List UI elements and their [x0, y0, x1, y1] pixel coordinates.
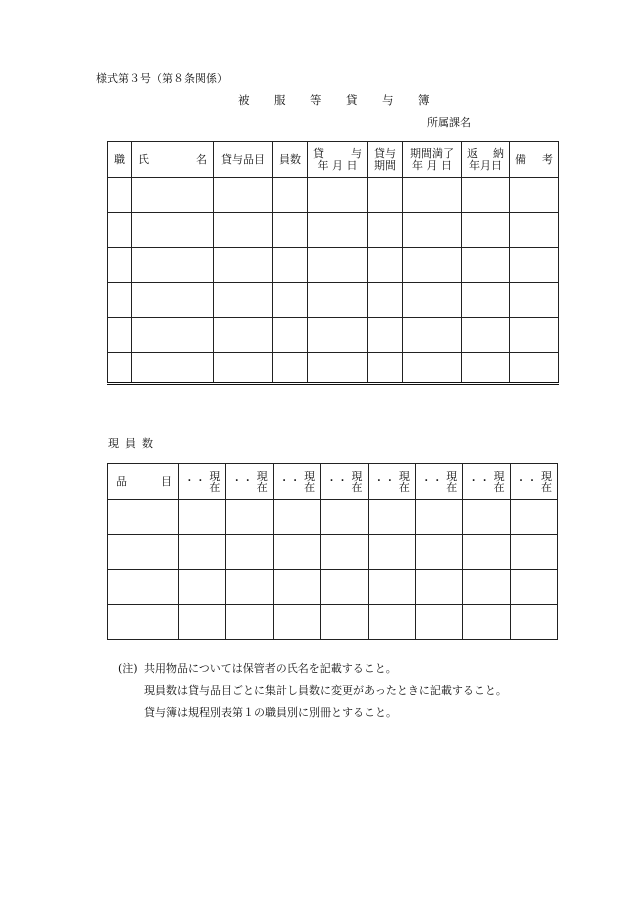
- header-count: 員数: [273, 142, 308, 178]
- header-position: 職: [108, 142, 132, 178]
- header-item-name: 品 目: [108, 464, 179, 500]
- note-line: 共用物品については保管者の氏名を記載すること。: [144, 662, 397, 675]
- title-char: 簿: [418, 93, 430, 107]
- header-remarks: 備 考: [510, 142, 559, 178]
- header-lend-period: 貸与 期間: [368, 142, 403, 178]
- header-as-of-date: ・・ 現 在: [226, 464, 273, 500]
- header-as-of-date: ・・ 現 在: [463, 464, 510, 500]
- affiliation-label: 所属課名: [427, 116, 471, 129]
- ledger-table: [107, 141, 559, 385]
- count-row: [108, 535, 558, 570]
- ledger-row: [108, 178, 559, 213]
- count-header-row: [108, 464, 558, 500]
- document-title: [238, 92, 430, 108]
- ledger-row: [108, 248, 559, 283]
- notes-label: (注): [118, 662, 138, 675]
- header-item: 貸与品目: [214, 142, 273, 178]
- form-number: 様式第３号（第８条関係）: [96, 72, 228, 85]
- count-row: [108, 605, 558, 640]
- ledger-row: [108, 318, 559, 353]
- ledger-row: [108, 283, 559, 318]
- current-count-table: [107, 463, 558, 640]
- notes: [118, 658, 507, 724]
- ledger-row: [108, 353, 559, 384]
- title-char: 被: [238, 93, 250, 107]
- header-name: 氏 名: [132, 142, 214, 178]
- header-as-of-date: ・・ 現 在: [510, 464, 557, 500]
- ledger-header-row: [108, 142, 559, 178]
- ledger-row: [108, 213, 559, 248]
- title-char: 等: [310, 93, 322, 107]
- header-as-of-date: ・・ 現 在: [368, 464, 415, 500]
- current-count-heading: 現 員 数: [108, 437, 153, 450]
- count-row: [108, 500, 558, 535]
- header-expiry-date: 期間満了 年 月 日: [403, 142, 462, 178]
- title-char: 服: [274, 93, 286, 107]
- header-as-of-date: ・・ 現 在: [321, 464, 368, 500]
- header-return-date: 返 納 年月日: [462, 142, 510, 178]
- count-row: [108, 570, 558, 605]
- title-char: 与: [382, 93, 394, 107]
- header-as-of-date: ・・ 現 在: [179, 464, 226, 500]
- title-char: 貸: [346, 93, 358, 107]
- header-lend-date: 貸 与 年 月 日: [308, 142, 368, 178]
- note-line: 貸与簿は規程別表第１の職員別に別冊とすること。: [144, 706, 397, 719]
- note-line: 現員数は貸与品目ごとに集計し員数に変更があったときに記載すること。: [144, 684, 507, 697]
- header-as-of-date: ・・ 現 在: [273, 464, 320, 500]
- header-as-of-date: ・・ 現 在: [415, 464, 462, 500]
